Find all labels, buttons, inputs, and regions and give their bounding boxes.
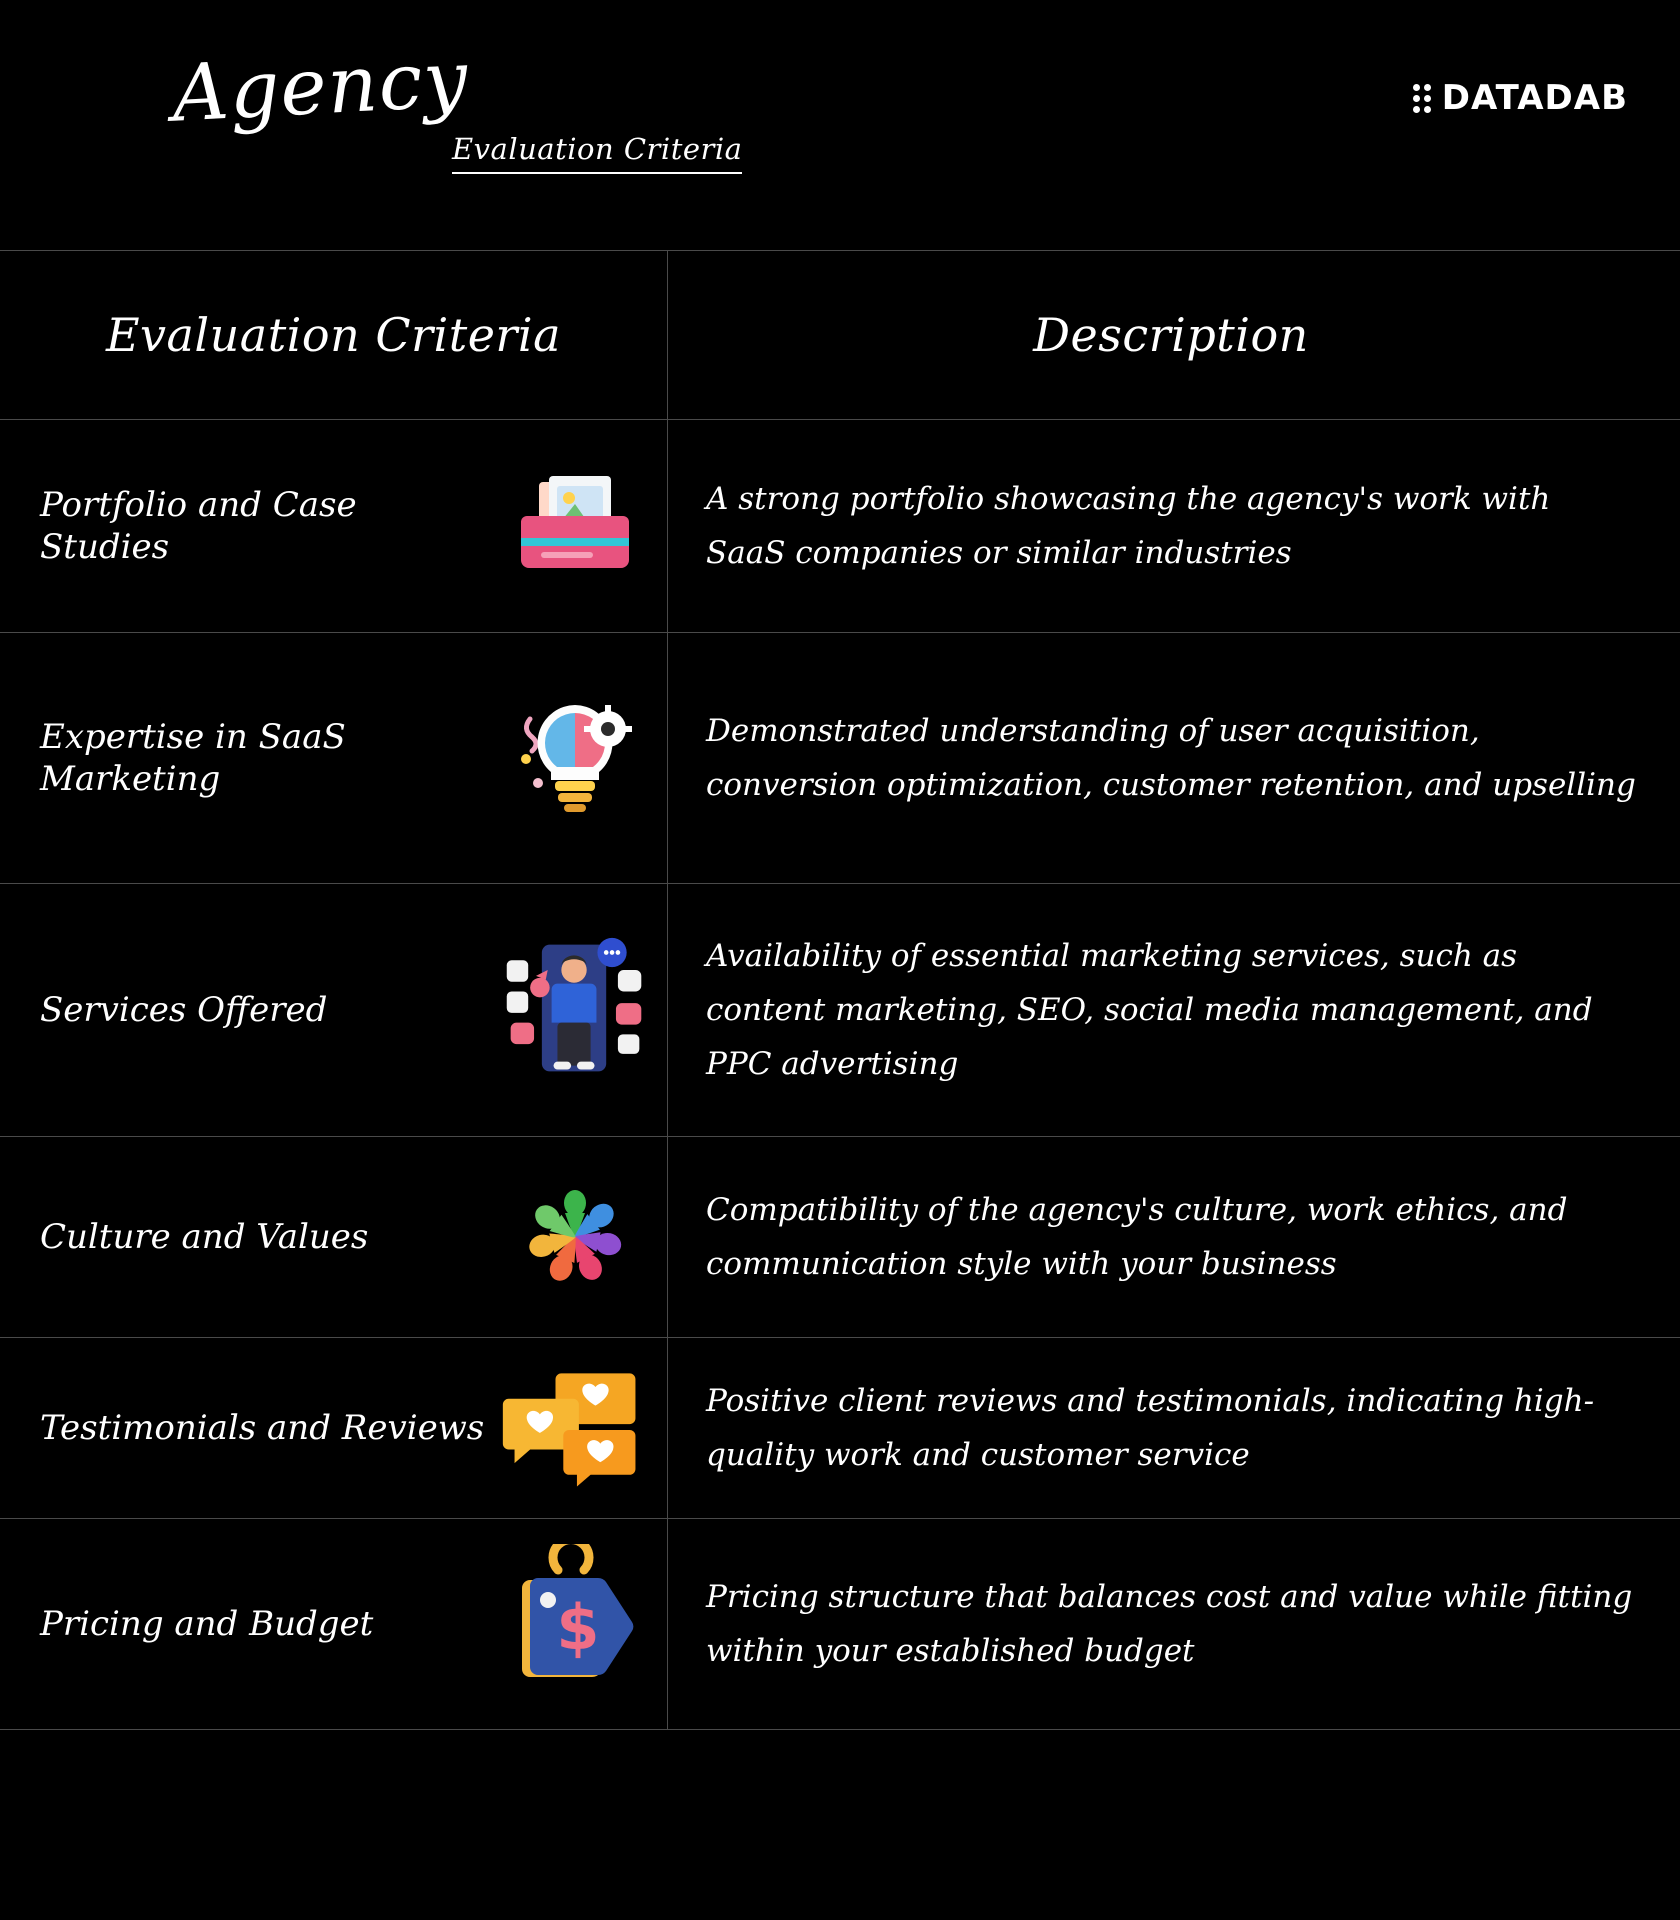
description-cell <box>668 420 1680 632</box>
table-row <box>0 884 1680 1137</box>
speech-bubbles-hearts-icon <box>497 1358 667 1498</box>
description-text: Demonstrated understanding of user acquisition, conversion optimization, customer retention, and upselling <box>706 712 1636 803</box>
criteria-label: Pricing and Budget <box>40 1603 374 1644</box>
column-header-label: Description <box>1033 308 1309 362</box>
table-header-criteria <box>0 251 668 419</box>
portfolio-folder-icon <box>497 456 667 596</box>
criteria-label: Portfolio and Case Studies <box>40 484 357 567</box>
criteria-label: Testimonials and Reviews <box>40 1407 485 1448</box>
description-text: Compatibility of the agency's culture, work ethics, and communication style with your business <box>706 1191 1568 1282</box>
social-media-person-icon <box>497 925 667 1095</box>
brand-logo-text: DATADAB <box>1441 78 1628 118</box>
lightbulb-brain-icon <box>497 683 667 833</box>
criteria-cell <box>0 1338 668 1518</box>
table-header-row <box>0 251 1680 420</box>
column-header-label: Evaluation Criteria <box>105 308 562 362</box>
table-row <box>0 1519 1680 1730</box>
description-cell <box>668 1519 1680 1729</box>
table-row <box>0 1338 1680 1519</box>
description-cell <box>668 1338 1680 1518</box>
six-dots-icon <box>1413 84 1431 113</box>
criteria-cell <box>0 1137 668 1337</box>
description-text: A strong portfolio showcasing the agency's work with SaaS companies or similar industries <box>706 480 1551 571</box>
page-title: Agency <box>169 34 471 140</box>
description-cell <box>668 884 1680 1136</box>
people-circle-icon <box>497 1162 667 1312</box>
table-row <box>0 633 1680 884</box>
description-text: Positive client reviews and testimonials, indicating high-quality work and customer service <box>706 1382 1595 1473</box>
criteria-table <box>0 250 1680 1730</box>
svg-text:$: $ <box>556 1591 600 1664</box>
criteria-label: Expertise in SaaS Marketing <box>40 716 346 799</box>
table-row <box>0 420 1680 633</box>
description-text: Pricing structure that balances cost and value while fitting within your established budget <box>706 1578 1633 1669</box>
criteria-label: Services Offered <box>40 989 328 1030</box>
description-cell <box>668 633 1680 883</box>
criteria-cell <box>0 420 668 632</box>
description-text: Availability of essential marketing services, such as content marketing, SEO, social media management, and PPC advertising <box>706 937 1593 1083</box>
criteria-cell <box>0 884 668 1136</box>
brand-logo <box>1413 78 1628 118</box>
price-tag-dollar-icon <box>497 1544 667 1704</box>
criteria-label: Culture and Values <box>40 1216 369 1257</box>
criteria-cell <box>0 633 668 883</box>
page-subtitle: Evaluation Criteria <box>452 132 742 174</box>
table-header-description <box>668 251 1680 419</box>
criteria-cell <box>0 1519 668 1729</box>
table-row <box>0 1137 1680 1338</box>
description-cell <box>668 1137 1680 1337</box>
page-header <box>0 0 1680 250</box>
